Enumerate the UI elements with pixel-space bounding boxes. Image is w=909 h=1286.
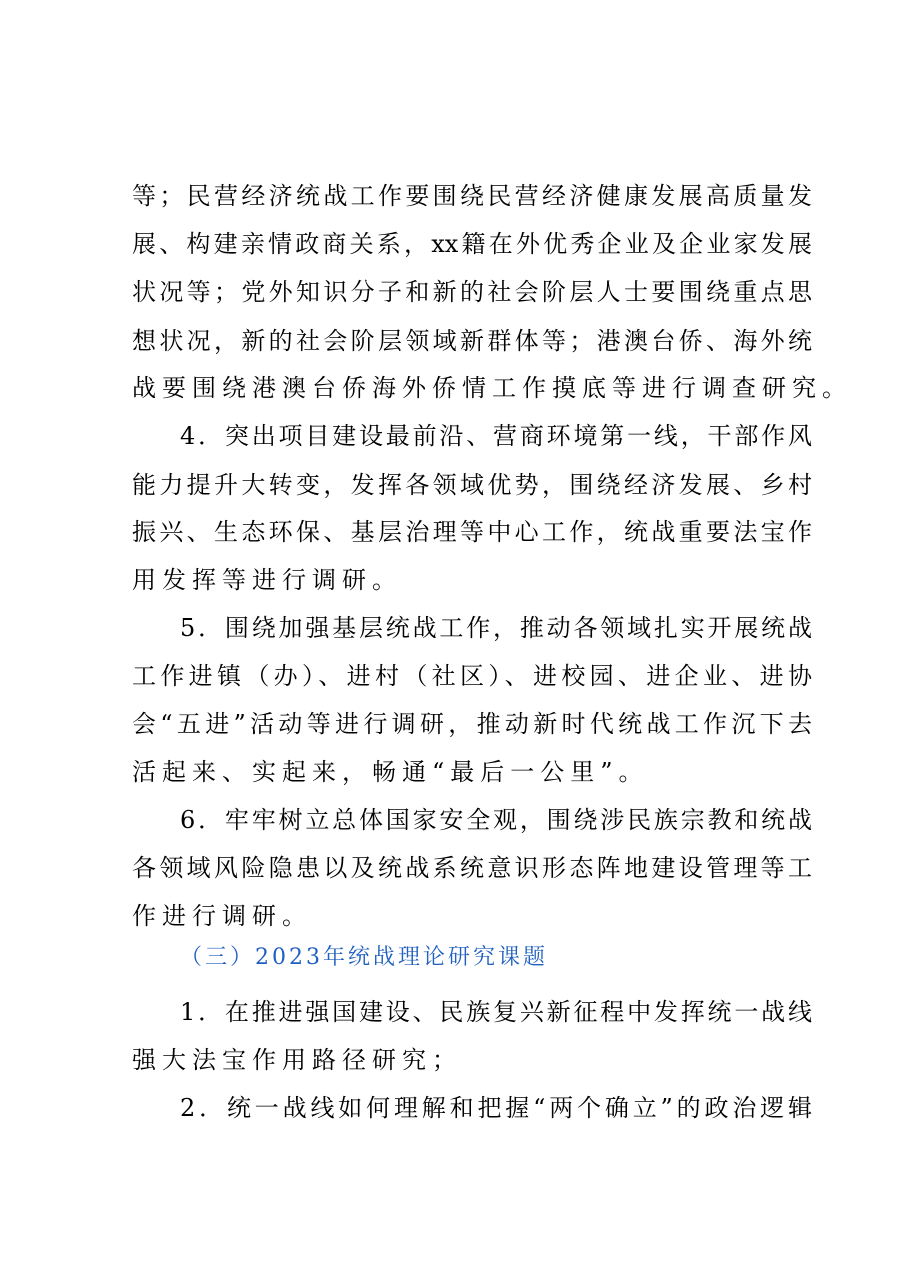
- body-text-line: 作进行调研。: [132, 902, 312, 930]
- body-text-line: 振兴、生态环保、基层治理等中心工作，统战重要法宝作: [132, 518, 812, 546]
- body-text-line: 战要围绕港澳台侨海外侨情工作摸底等进行调查研究。: [132, 374, 852, 402]
- list-item-5-line: 5．围绕加强基层统战工作，推动各领域扎实开展统战: [180, 614, 812, 642]
- body-text-line: 强大法宝作用路径研究；: [132, 1046, 462, 1074]
- body-text-line: 用发挥等进行调研。: [132, 566, 402, 594]
- list-item-4-line: 4．突出项目建设最前沿、营商环境第一线，干部作风: [180, 422, 812, 450]
- body-text-line: 各领域风险隐患以及统战系统意识形态阵地建设管理等工: [132, 854, 812, 882]
- body-text-line: 工作进镇（办）、进村（社区）、进校园、进企业、进协: [132, 662, 812, 690]
- body-text-line: 状况等；党外知识分子和新的社会阶层人士要围绕重点思: [132, 278, 812, 306]
- list-item-6-line: 6．牢牢树立总体国家安全观，围绕涉民族宗教和统战: [180, 806, 812, 834]
- body-text-line: 等；民营经济统战工作要围绕民营经济健康发展高质量发: [132, 182, 812, 210]
- body-text-line: 会“五进”活动等进行调研，推动新时代统战工作沉下去: [132, 710, 812, 738]
- section-heading: （三）2023年统战理论研究课题: [180, 945, 548, 970]
- body-text-line: 展、构建亲情政商关系，xx籍在外优秀企业及企业家发展: [132, 230, 812, 258]
- body-text-line: 活起来、实起来，畅通“最后一公里”。: [132, 758, 649, 786]
- body-text-line: 能力提升大转变，发挥各领域优势，围绕经济发展、乡村: [132, 471, 812, 499]
- topic-item-2-line: 2．统一战线如何理解和把握“两个确立”的政治逻辑: [180, 1094, 812, 1122]
- topic-item-1-line: 1．在推进强国建设、民族复兴新征程中发挥统一战线: [180, 998, 812, 1026]
- body-text-line: 想状况，新的社会阶层领域新群体等；港澳台侨、海外统: [132, 327, 812, 355]
